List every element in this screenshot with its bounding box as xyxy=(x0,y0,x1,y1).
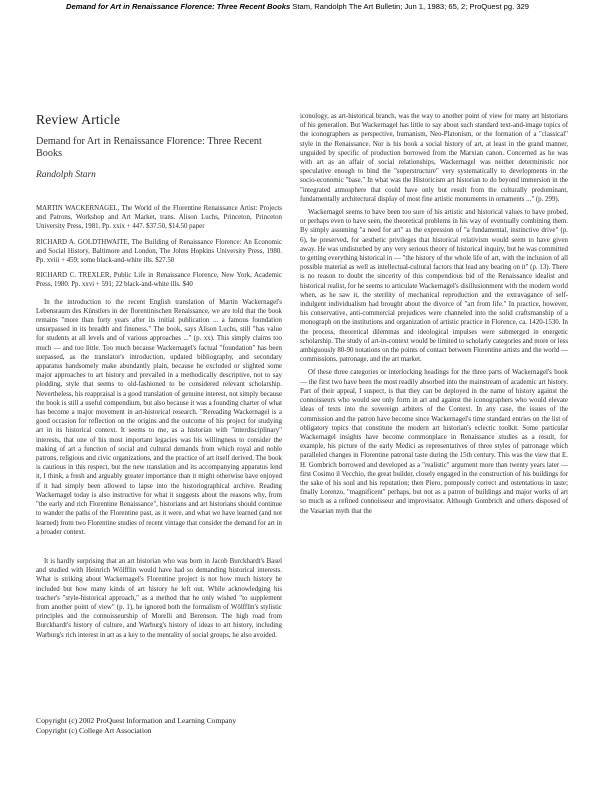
body-paragraph: Wackernagel seems to have been too sure of his artistic and historical values to have probed, or perhaps even to have seen, the theoretical problems in his way of eventually combining them. By simply assuming "a need for art" as the expression of "a fundamental, instinctive drive" (p. 6), he preserved, for aesthetic privileges that historical relativism would seem to have given away. He was undisturbed by any very serious theory of historical inquiry, but he was committed to getting everything historical in — "the history of the whole life of art, with the inclusion of all possible material as well as intellectual-cultural factors that lead any bearing on it" (p. 13). There is no reason to doubt the sincerity of this compendious bid of the Renaissance idealist and historical realist, for he seems to articulate Wackernagel's disillusionment with the modern world when, as he saw it, the sterility of mechanical reproduction and the extravagance of self-indulgent individualism had brought about the divorce of "art from life." In practice, however, his conservative, anti-commercial prejudices were channeled into the solid craftsmanship of a monograph on the institutions and organization of artistic practice in Florence, ca. 1420-1530. In the process, theoretical dilemmas and ideological impulses were submerged in energetic scholarship. The study of art-in-context would be limited to scholarly categories and more or less ambiguously 80-90 notations on the points of contact between Florentine artists and the world — commissions, patronage, and the art market. xyxy=(300,209,568,364)
section-label: Review Article xyxy=(36,112,121,127)
article-title: Demand for Art in Renaissance Florence: Three Recent Books xyxy=(36,136,262,159)
reviewed-books-list xyxy=(36,204,282,290)
copyright-footer xyxy=(36,716,376,736)
paragraph-gap xyxy=(36,541,282,557)
left-column xyxy=(36,112,282,644)
reviewed-book-entry: RICHARD A. GOLDTHWAITE, The Building of Renaissance Florence: An Economic and Social History, Baltimore and London, The Johns Hopkins University Press, 1980. Pp. xviii + 459; some black-and-white ills. $27.50 xyxy=(36,238,282,265)
article-author: Randolph Starn xyxy=(36,170,96,180)
right-column xyxy=(300,112,568,520)
body-paragraph: It is hardly surprising that an art historian who was born in Jacob Burckhardt's Basel and studied with Heinrich Wölfflin would have had so demanding historical interests. What is striking about Wackernagel's Florentine project is not how much history he included but how many kinds of art history he left out. While acknowledging his teacher's "style-historical approach," as a method that he only wished "to supplement from another point of view" (p. 1), he ignored both the formalism of Wölfflin's stylistic principles and the connoisseurship of Morelli and Berenson. The high road from Burckhardt's history of culture, and Warburg's history of ideas to art history, including Warburg's rich interest in art as a key to the mentality of social groups, he also avoided. xyxy=(36,557,282,639)
document-header xyxy=(0,0,595,14)
body-paragraph: Of these three categories or interlocking headings for the three parts of Wackernagel's book — the first two have been the most readily absorbed into the mainstream of academic art history. Part of their appeal, I suspect, is that they can be deployed in the name of history against the connoisseurs who would see only form in art and against the iconographers who would elevate ideas of texts into the sovereign arbiters of the Context. In any case, the issues of the commission and the patron have become since Wackernagel's time standard entries on the list of obligatory topics that constitute the modern art historian's eclectic toolkit. Some particular Wackernagel insights have become commonplace in Renaissance studies as a result, for example, his picture of the early Medici as representatives of three styles of patronage which paralleled changes in Florentine patronal taste during the 15th century. This was the view that E. H. Gombrich borrowed and developed as a "realistic" argument more than twenty years later — first Cosimo il Vecchio, the great builder, closely engaged in the construction of his buildings for the sake of his soul and his reputation; then Piero, pompously correct and ostentatious in taste; finally Lorenzo, "magnificent" perhaps, but not as a patron of buildings and major works of art so much as a refined connoisseur and improvisator. Although Gombrich and others disposed of the Vasarian myth that the xyxy=(300,369,568,515)
header-title: Demand for Art in Renaissance Florence: Three Recent Books xyxy=(65,2,291,11)
header-citation: Stam, Randolph The Art Bulletin; Jun 1, 1983; 65, 2; ProQuest pg. 329 xyxy=(290,2,529,11)
body-paragraph: In the introduction to the recent English translation of Martin Wackernagel's Lebensraum des Künstlers in der florentinischen Renaissance, we are told that the book remains "more than forty years after its initial publication ... a famous foundation unsurpassed in its breadth and fineness." The book, says Alison Luchs, still "has value for students at all levels and of various approaches ..." (p. xx). This simply claims too much — and too little. Too much because Wackernagel's factual "foundation" has been surpassed, as the translator's introduction, updated bibliography, and secondary apparatus handsomely make abundantly plain, because he excluded or slighted some major approaches to art history and prevailed in a methodically descriptive, not to say plodding, style that seems to old-fashioned to be considered relevant scholarship. Nevertheless, his reappraisal is a good translation of genuine interest, not simply because the book is still a useful compendium, but also because it was a founding charter of what has become a major movement in art-historical research. "Rereading Wackernagel is a good occasion for reflection on the origins and the outcome of his project for studying art in its historical context. It seems to me, as a historian with "interdisciplinary" interests, that one of his most important legacies was his willingness to consider the making of art a function of social and cultural demands from which royal and noble patrons, religious and civic organizations, and the practice of art itself derived. The book is cautious in this respect, but the new translation and its accompanying apparatus lend it, I think, a fresh and arguably greater importance than it might otherwise have enjoyed if it had simply been allowed to lapse into the historiographical archive. Reading Wackernagel today is also instructive for what it suggests about the reasons why, from "the early and rich Florentine Renaissance", historians and art historians should continue to wander the paths of the Florentine past, as it were, and what we have learned (and not learned) from two Florentine studies of recent vintage that consider the demand for art in a broader context. xyxy=(36,298,282,536)
copyright-line: Copyright (c) College Art Association xyxy=(36,726,152,735)
copyright-line: Copyright (c) 2002 ProQuest Information and Learning Company xyxy=(36,716,237,725)
reviewed-book-entry: RICHARD C. TREXLER, Public Life in Renaissance Florence, New York, Academic Press, 1980. Pp. xxvi + 591; 22 black-and-white ills. $40 xyxy=(36,272,282,289)
body-paragraph: iconology, as art-historical branch, was the way to another point of view for many art historians of his generation. But Wackernagel has little to say about such standard text-and-image topics of the iconographers as perspective, humanism, Neo-Platonism, or the formation of a "classical" style in the Renaissance. Nor is his book a social history of art, at least in the grand manner, unguided by specific of production borrowed from the Marxian canon. Concerned as he was with art as an affair of social relationships, Wackernagel was neither deterministic nor speculative enough to bind the "superstructure" very systematically to developments in the socio-economic "base." In what was the Historicism art historian to do beyond immersion in the "integrated atmosphere that could have only but result from the culturally predominant, fundamentally architectural display of most fine artistic monuments in ornaments ..." (p. 299). xyxy=(300,113,568,203)
reviewed-book-entry: MARTIN WACKERNAGEL, The World of the Florentine Renaissance Artist: Projects and Patrons, Workshop and Art Market, trans. Alison Luchs, Princeton, Princeton University Press, 1981. Pp. xxix + 447. $37.50, $14.50 paper xyxy=(36,205,282,231)
